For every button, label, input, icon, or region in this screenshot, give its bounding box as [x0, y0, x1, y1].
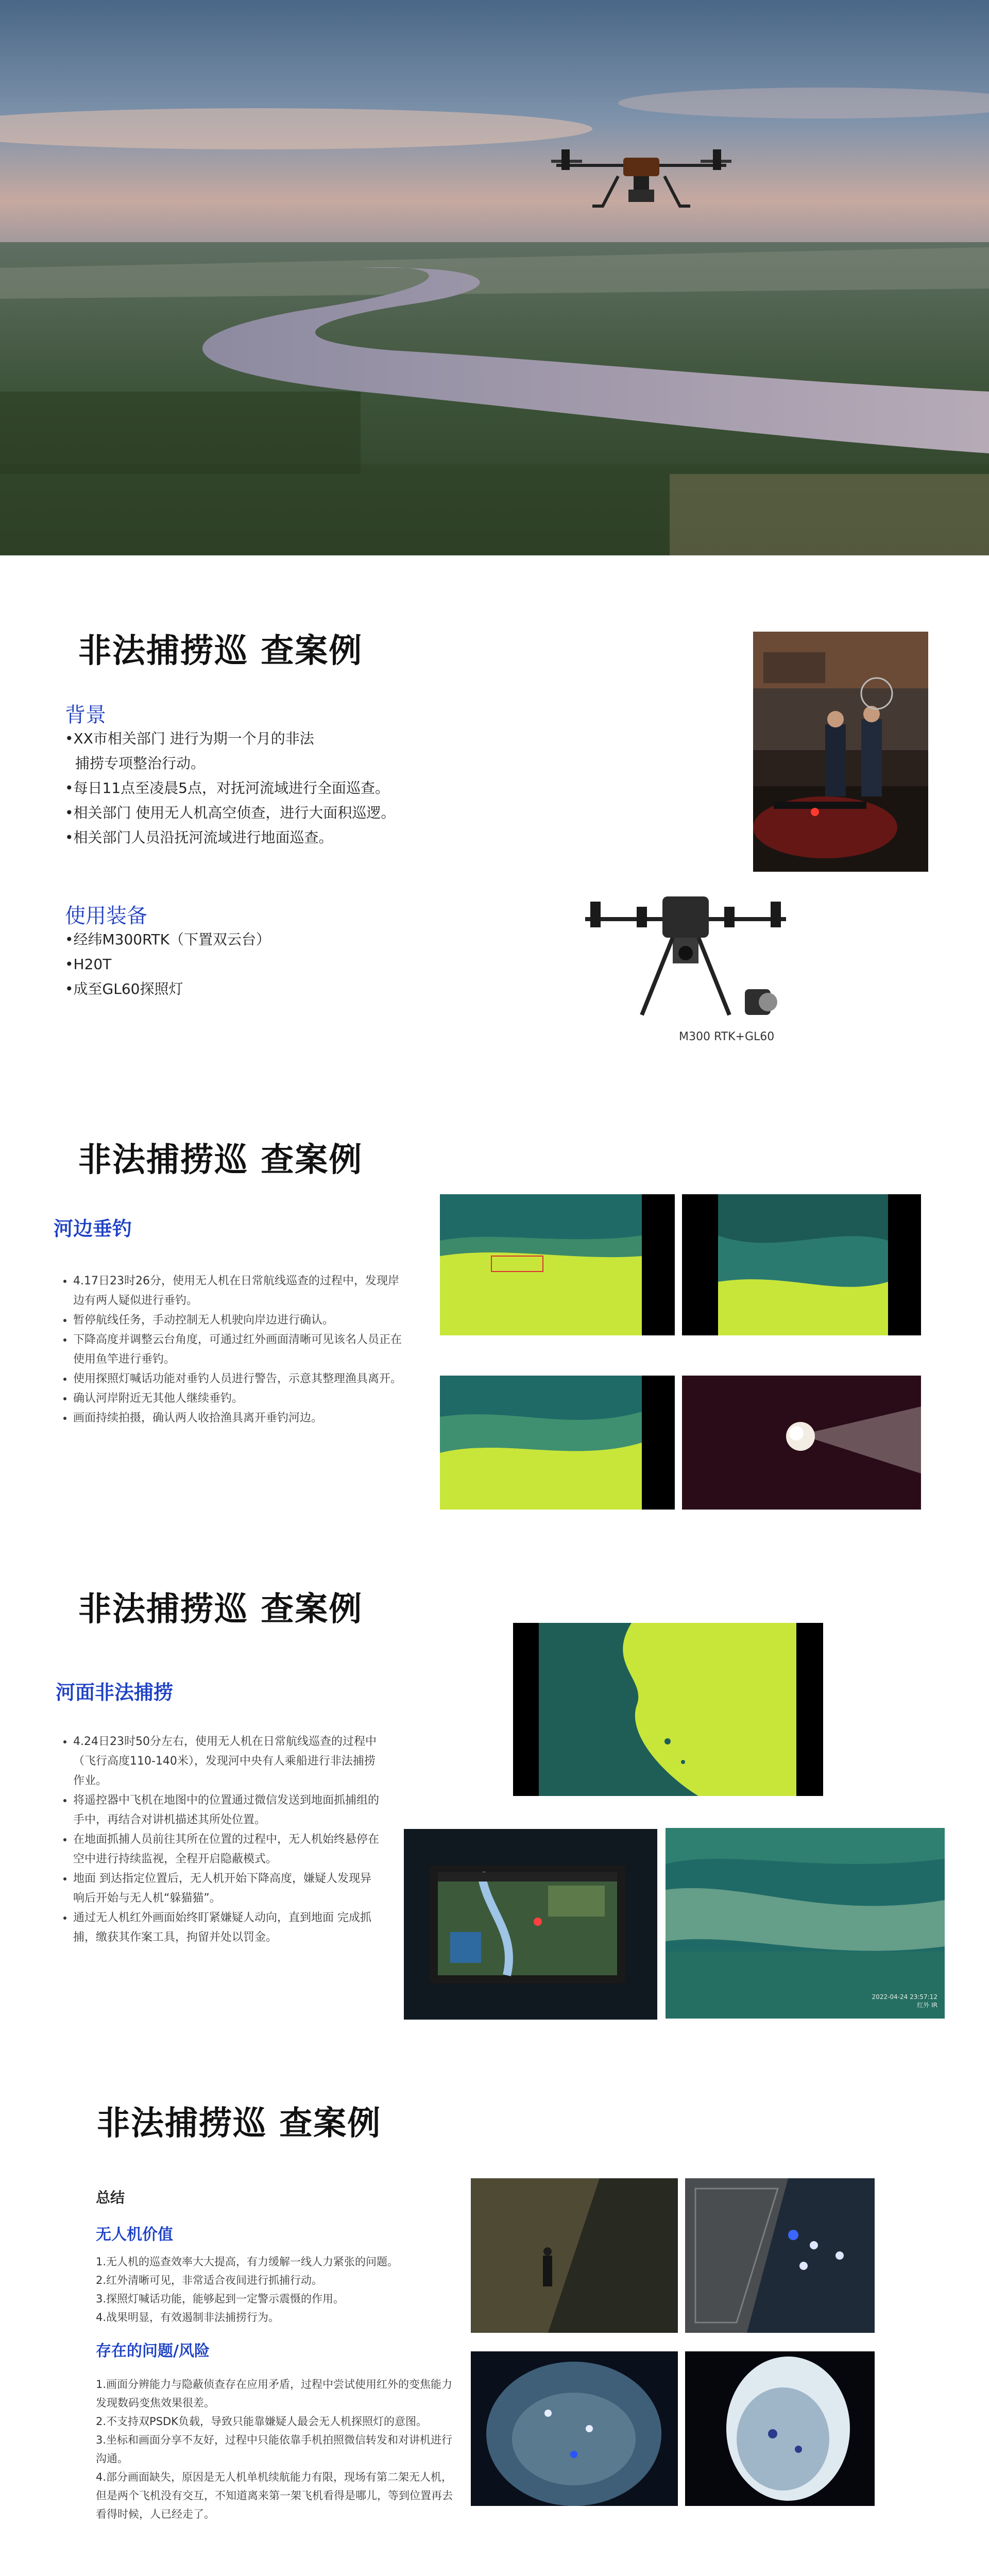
section4-title: 非法捕捞巡 查案例 [97, 2105, 382, 2143]
riverside-fishing-item: • 4.17日23时26分，使用无人机在日常航线巡查的过程中，发现岸边有两人疑似进行垂钓。 [73, 1272, 403, 1311]
uav-value-heading: 无人机价值 [96, 2226, 173, 2244]
uav-value-item: 3.探照灯喊话功能，能够起到一定警示震慑的作用。 [96, 2293, 345, 2305]
background-item: •每日11点至凌晨5点，对抚河流域进行全面巡查。 [65, 779, 389, 796]
issues-item: 2.不支持双PSDK负载，导致只能靠嫌疑人最会无人机探照灯的意图。 [96, 2415, 427, 2428]
summary-photo-3 [471, 2351, 678, 2506]
issues-heading: 存在的问题/风险 [96, 2342, 210, 2360]
photo-timestamp: 2022-04-24 23:57:12 [872, 1993, 937, 2001]
equipment-list [65, 927, 477, 1002]
riverside-fishing-item: • 下降高度并调整云台角度，可通过红外画面清晰可见该名人员正在使用鱼竿进行垂钓。 [73, 1330, 403, 1369]
photo-overlay [872, 1993, 937, 2009]
uav-value-item: 2.红外清晰可见，非常适合夜间进行抓捕行动。 [96, 2274, 323, 2286]
section3-title: 非法捕捞巡 查案例 [78, 1590, 363, 1629]
issues-list [96, 2375, 456, 2523]
riverside-fishing-list [56, 1272, 403, 1428]
ir-photo-riverbank-1 [440, 1194, 675, 1335]
night-patrol-photo [753, 632, 928, 872]
hero-banner [0, 0, 989, 555]
riverside-fishing-item: • 暂停航线任务，手动控制无人机驶向岸边进行确认。 [73, 1311, 403, 1330]
issues-item: 1.画面分辨能力与隐蔽侦查存在应用矛盾，过程中尝试使用红外的变焦能力发现数码变焦效果很差。 [96, 2378, 453, 2409]
background-heading: 背景 [65, 703, 106, 727]
uav-value-list [96, 2252, 456, 2327]
illegal-netting-heading: 河面非法捕捞 [56, 1681, 174, 1704]
hero-landscape-image [0, 0, 989, 555]
summary-photo-4 [685, 2351, 875, 2506]
section2-title: 非法捕捞巡 查案例 [78, 1141, 363, 1179]
tablet-map-photo [404, 1829, 657, 2020]
background-item: 捕捞专项整治行动。 [75, 755, 206, 772]
ir-photo-riverbank-3 [440, 1376, 675, 1510]
ir-river-photo [666, 1828, 945, 2019]
section1-title: 非法捕捞巡 查案例 [78, 632, 363, 670]
uav-value-item: 4.战果明显，有效遏制非法捕捞行为。 [96, 2311, 280, 2324]
summary-heading: 总结 [96, 2189, 125, 2206]
drone-icon [546, 149, 737, 227]
illegal-netting-item: • 通过无人机红外画面始终盯紧嫌疑人动向，直到地面 完成抓捕，缴获其作案工具，拘留并处以罚金。 [73, 1908, 382, 1947]
ir-lake-photo [513, 1623, 823, 1796]
illegal-netting-item: • 地面 到达指定位置后，无人机开始下降高度，嫌疑人发现异响后开始与无人机“躲猫猫”。 [73, 1869, 382, 1908]
background-item: •相关部门 使用无人机高空侦查，进行大面积巡逻。 [65, 804, 396, 821]
equipment-item: •经纬M300RTK（下置双云台） [65, 931, 271, 948]
riverside-fishing-item: • 画面持续拍摄，确认两人收拾渔具离开垂钓河边。 [73, 1409, 403, 1428]
photo-mode: 红外 IR [917, 2002, 937, 2009]
background-item: •相关部门人员沿抚河流域进行地面巡查。 [65, 829, 333, 846]
illegal-netting-list [56, 1732, 382, 1947]
illegal-netting-item: • 4.24日23时50分左右，使用无人机在日常航线巡查的过程中（飞行高度110-140米），发现河中央有人乘船进行非法捕捞作业。 [73, 1732, 382, 1791]
ir-photo-riverbank-2 [682, 1194, 921, 1335]
background-list [65, 726, 477, 850]
issues-item: 4.部分画面缺失，原因是无人机单机续航能力有限，现场有第二架无人机，但是两个飞机没有交互，不知道离来第一架飞机看得是哪儿，等到位置再去看得时候，人已经走了。 [96, 2471, 453, 2520]
riverside-fishing-item: • 确认河岸附近无其他人继续垂钓。 [73, 1389, 403, 1409]
uav-value-item: 1.无人机的巡查效率大大提高，有力缓解一线人力紧张的问题。 [96, 2256, 399, 2268]
m300-drone-icon [575, 886, 796, 1025]
illegal-netting-item: • 在地面抓捕人员前往其所在位置的过程中，无人机始终悬停在空中进行持续监视，全程开启隐蔽模式。 [73, 1830, 382, 1869]
summary-photo-1 [471, 2178, 678, 2333]
riverside-fishing-heading: 河边垂钓 [54, 1217, 132, 1240]
issues-item: 3.坐标和画面分享不友好，过程中只能依靠手机拍照微信转发和对讲机进行沟通。 [96, 2434, 453, 2465]
summary-photo-2 [685, 2178, 875, 2333]
illegal-netting-item: • 将遥控器中飞机在地图中的位置通过微信发送到地面抓捕组的手中，再结合对讲机描述其所处位置。 [73, 1791, 382, 1830]
equipment-heading: 使用装备 [65, 904, 147, 928]
equipment-item: •成至GL60探照灯 [65, 980, 183, 997]
drone-caption: M300 RTK+GL60 [679, 1030, 775, 1043]
background-item: •XX市相关部门 进行为期一个月的非法 [65, 730, 314, 747]
equipment-item: •H20T [65, 956, 112, 973]
riverside-fishing-item: • 使用探照灯喊话功能对垂钓人员进行警告，示意其整理渔具离开。 [73, 1369, 403, 1389]
searchlight-photo [682, 1376, 921, 1510]
